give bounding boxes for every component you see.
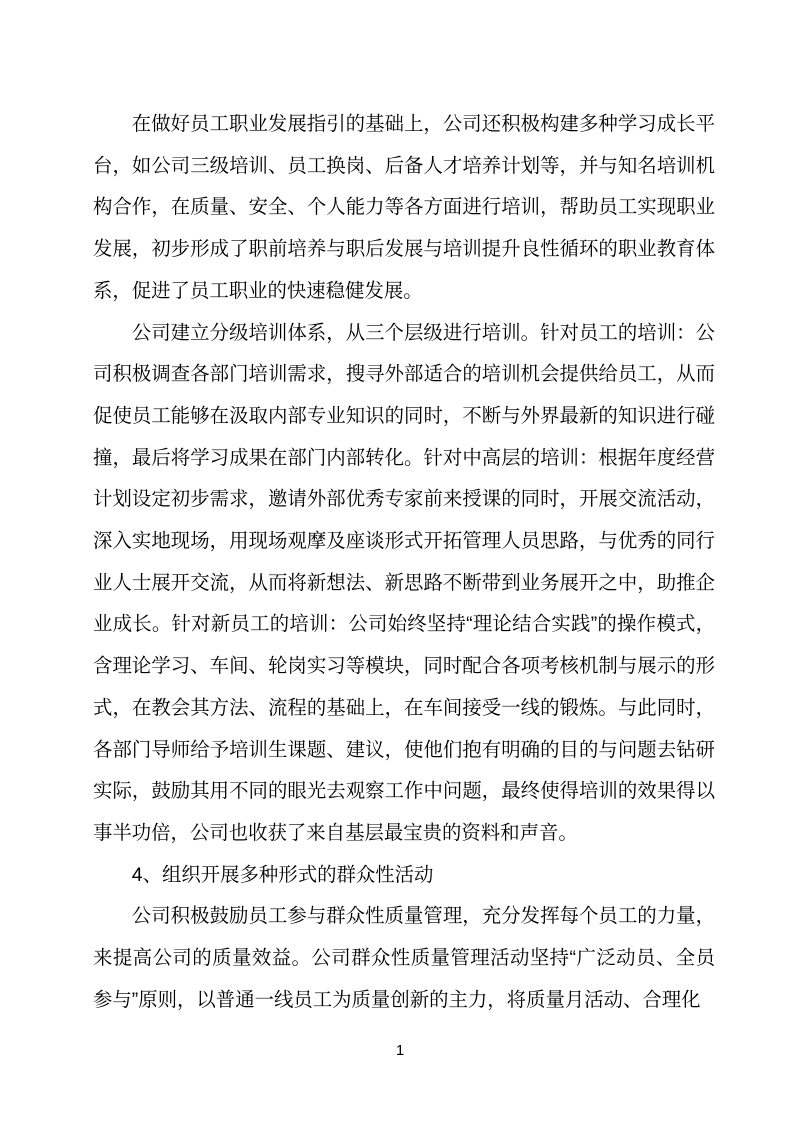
page-number: 1 bbox=[395, 1042, 405, 1059]
section-heading-mass-activities: 4、组织开展多种形式的群众性活动 bbox=[131, 863, 434, 886]
paragraph-training-system: 公司建立分级培训体系，从三个层级进行培训。针对员工的培训：公司积极调查各部门培训需求，搜寻外部适合的培训机会提供给员工，从而促使员工能够在汲取内部专业知识的同时，不断与外界最新的知识进行碰撞，最后将学习成果在部门内部转化。针对中高层的培训：根据年度经营计划设定初步需求，邀请外部优秀专家前来授课的同时，开展交流活动，深入实地现场，用现场观摩及座谈形式开拓管理人员思路，与优秀的同行业人士展开交流，从而将新想法、新思路不断带到业务展开之中，助推企业成长。针对新员工的培训：公司始终坚持“理论结合实践”的操作模式，含理论学习、车间、轮岗实习等模块，同时配合各项考核机制与展示的形式，在教会其方法、流程的基础上，在车间接受一线的锻炼。与此同时，各部门导师给予培训生课题、建议，使他们抱有明确的目的与问题去钻研实际，鼓励其用不同的眼光去观察工作中问题，最终使得培训的效果得以事半功倍，公司也收获了来自基层最宝贵的资料和声音。 bbox=[93, 321, 715, 844]
paragraph-career-platform: 在做好员工职业发展指引的基础上，公司还积极构建多种学习成长平台，如公司三级培训、员工换岗、后备人才培养计划等，并与知名培训机构合作，在质量、安全、个人能力等各方面进行培训，帮助员工实现职业发展，初步形成了职前培养与职后发展与培训提升良性循环的职业教育体系，促进了员工职业的快速稳健发展。 bbox=[93, 113, 715, 302]
paragraph-quality-management: 公司积极鼓励员工参与群众性质量管理，充分发挥每个员工的力量，来提高公司的质量效益。公司群众性质量管理活动坚持“广泛动员、全员参与”原则，以普通一线员工为质量创新的主力，将质量月活动、合理化 bbox=[93, 905, 715, 1011]
page-content bbox=[93, 104, 715, 1021]
